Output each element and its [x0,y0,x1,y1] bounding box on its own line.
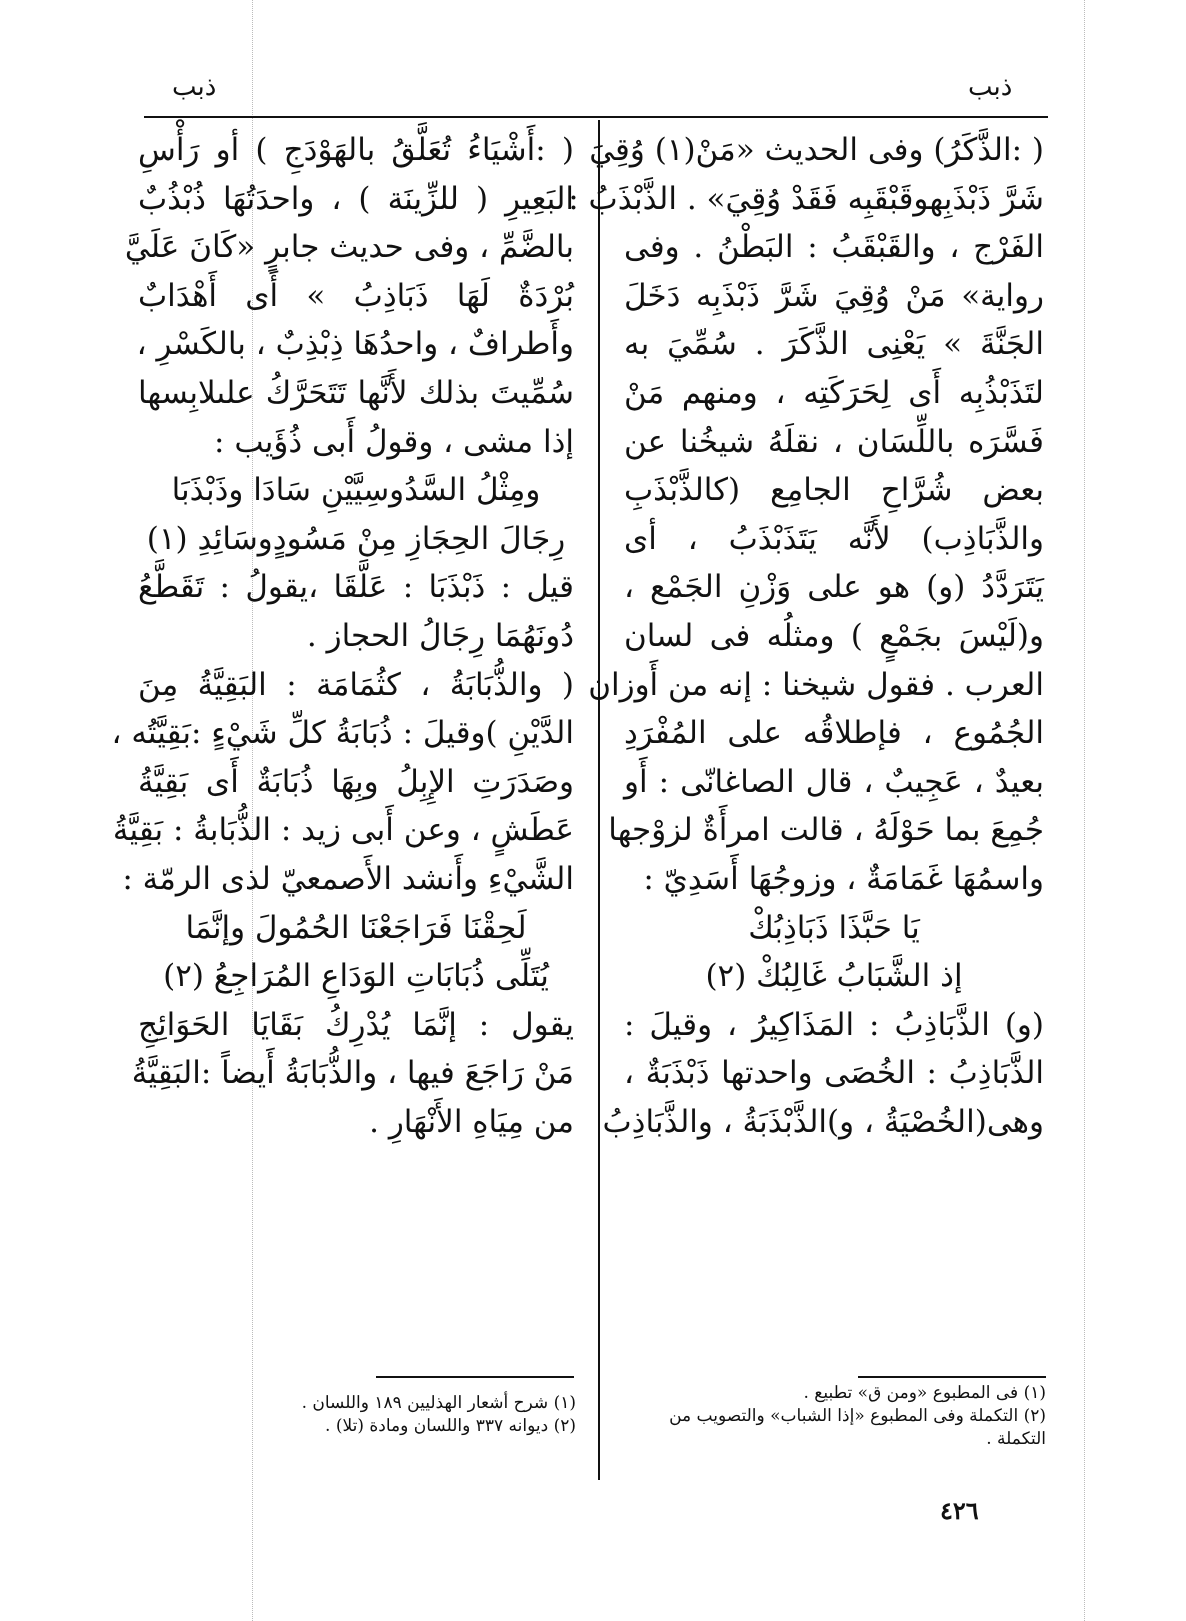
text-line: قيل : ذَبْذَبَا : عَلَّقَا ،يقولُ : تَقَطَّعُ [138,569,574,606]
text-line: واسمُهَا غَمَامَةٌ ، وزوجُهَا أَسَدِيّ : [643,860,1044,897]
text-line: لتَذَبْذُبِه أَى لِحَرَكَتِه ، ومنهم مَنْ [624,374,1044,411]
text-line: بعض شُرَّاحِ الجامِع (كالذَّبْذَبِ [624,472,1044,509]
verse-line: رِجَالَ الحِجَازِ مِنْ مَسُودٍوسَائِدِ (١) [146,520,566,557]
text-line: البَعِيرِ ( للزِّينَة ) ، واحدَتُهَا ذُبْذُبٌ [138,180,574,217]
text-line: العرب . فقول شيخنا : إنه من أَوزان [588,666,1044,703]
text-line: مَنْ رَاجَعَ فيها ، والذُّبَابَةُ أَيضاً :البَقِيَّةُ [131,1055,574,1092]
text-line: من مِيَاهِ الأَنْهَارِ . [369,1103,574,1140]
text-line: ( :أَشْيَاءُ تُعَلَّقُ بالهَوْدَجِ ) أو رَأْسِ [138,132,574,168]
footnote: (٢) ديوانه ٣٣٧ واللسان ومادة (تلا) . [325,1416,576,1436]
text-line: رواية» مَنْ وُقِيَ شَرَّ ذَبْذَبِه دَخَلَ [624,277,1044,314]
footnote-rule [858,1376,1046,1378]
verse-line: يُتَلِّى ذُبَابَاتِ الوَدَاعِ المُرَاجِعُ (٢) [163,958,549,995]
verse-line: لَحِقْنَا فَرَاجَعْنَا الحُمُولَ وإنَّمَا [185,909,527,946]
text-line: الشَّيْءِ وأَنشد الأَصمعيّ لذى الرمّة : [122,860,574,897]
verse-line: ومِثْلُ السَّدُوسِيَّيْنِ سَادَا وذَبْذَبَا [171,472,541,509]
text-line: وهى(الخُصْيَةُ ، و)الذَّبْذَبَةُ ، والذَّبَاذِبُ [602,1103,1044,1140]
text-line: عَطَشٍ ، وعن أَبى زيد : الذُّبَابةُ : بَقِيَّةُ [112,812,574,849]
text-line: الجُمُوع ، فإطلاقُه على المُفْرَدِ [624,715,1044,752]
scan-guide-line [1084,0,1085,1621]
text-line: الدَّيْنِ )وقيلَ : ذُبَابَةُ كلِّ شَيْءٍ :بَقِيَّتُه ، [111,715,574,752]
running-head-left: ذبب [172,72,217,102]
page-number: ٤٢٦ [940,1496,979,1525]
running-head-right: ذبب [968,72,1013,102]
verse-line: إذ الشَّبَابُ غَالِبُكْ (٢) [705,958,963,995]
text-line: و(لَيْسَ بجَمْعٍ ) ومثلُه فى لسان [624,617,1044,654]
left-footnotes [232,1392,576,1438]
text-line: بالضَّمِّ ، وفى حديث جابرٍ «كَانَ عَلَيَّ [124,229,574,266]
text-line: والذَّبَاذِب) لأَنَّه يَتَذَبْذَبُ ، أى [624,520,1044,557]
text-line: بعيدٌ ، عَجِيبٌ ، قال الصاغانّى : أَو [624,763,1044,800]
footnote-rule [376,1376,574,1378]
right-column [568,126,1044,1146]
text-line: فَسَّرَه باللِّسَان ، نقلَهُ شيخُنا عن [624,423,1044,460]
text-line: الفَرْج ، والقَبْقَبُ : البَطْنُ . وفى [624,229,1044,266]
text-line: وأَطرافٌ ، واحدُهَا ذِبْذِبٌ ، بالكَسْرِ ، [136,326,574,363]
text-line: ( :الذَّكَرُ) وفى الحديث «مَنْ(١) وُقِيَ [589,132,1044,168]
text-line: الجَنَّةَ » يَعْنِى الذَّكَرَ . سُمِّيَ به [624,326,1044,363]
header-rule [144,116,1048,118]
text-line: (و) الذَّبَاذِبُ : المَذَاكِيرُ ، وقيلَ : [624,1006,1044,1043]
text-line: يَتَرَدَّدُ (و) هو على وَزْنِ الجَمْع ، [624,569,1044,606]
right-footnotes [626,1382,1046,1451]
text-line: وصَدَرَتِ الإِبِلُ وبِهَا ذُبَابَةٌ أَى بَقِيَّةُ [138,763,574,800]
text-line: ( والذُّبَابَةُ ، كثُمَامَة : البَقِيَّةُ مِنَ [138,666,574,703]
text-line: الذَّبَاذِبُ : الخُصَى واحدتها ذَبْذَبَةٌ ، [624,1055,1044,1092]
text-line: سُمِّيتَ بذلك لأَنَّها تَتَحَرَّكُ علىلابِسها [138,374,574,411]
text-line: جُمِعَ بما حَوْلَهُ ، قالت امرأَةٌ لزوْجها [608,812,1044,849]
footnote: (١) فى المطبوع «ومن ق» تطبيع . [803,1383,1046,1403]
text-line: شَرَّ ذَبْذَبِهوقَبْقَبِه فَقَدْ وُقِيَ» . الذَّبْذَبُ : [568,180,1044,217]
left-column [111,126,574,1146]
text-line: يقول : إنَّمَا يُدْرِكُ بَقَايَا الحَوَائِجِ [138,1006,574,1043]
text-line: دُونَهُمَا رِجَالُ الحجاز . [306,617,574,654]
text-line: إذا مشى ، وقولُ أَبى ذُؤَيب : [214,423,574,460]
footnote: (١) شرح أشعار الهذليين ١٨٩ واللسان . [301,1393,576,1413]
text-line: بُرْدَةٌ لَهَا ذَبَاذِبُ » أَى أَهْدَابٌ [138,277,574,314]
verse-line: يَا حَبَّذَا ذَبَاذِبُكْ [748,909,920,946]
column-divider [598,120,600,1480]
footnote: (٢) التكملة وفى المطبوع «إذا الشباب» والتصويب من [669,1406,1046,1426]
footnote: التكملة . [986,1429,1046,1449]
